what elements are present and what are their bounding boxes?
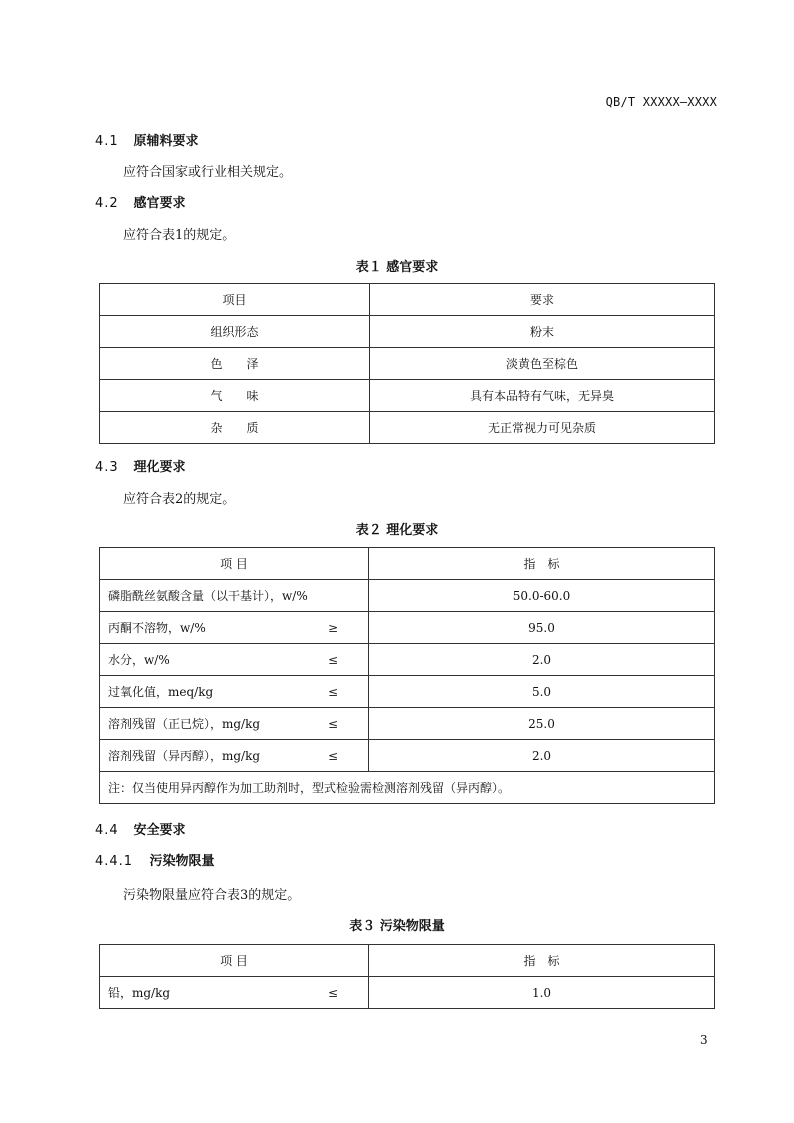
value-cell: 50.0-60.0 xyxy=(369,580,715,612)
page-number: 3 xyxy=(700,1033,708,1047)
item-label: 铅，mg/kg xyxy=(108,986,171,1000)
header-cell: 指 标 xyxy=(369,548,715,580)
section-4-1-heading xyxy=(95,130,199,149)
item-cell: 气 味 xyxy=(100,380,370,412)
section-4-4-heading xyxy=(95,819,186,838)
item-label: 水分，w/% xyxy=(108,653,170,667)
header-cell: 项目 xyxy=(100,284,370,316)
table-header-row xyxy=(100,548,715,580)
table1-sensory xyxy=(99,283,715,444)
value-cell: 具有本品特有气味，无异臭 xyxy=(370,380,715,412)
value-cell: 5.0 xyxy=(369,676,715,708)
item-cell xyxy=(100,580,369,612)
table-row xyxy=(100,380,715,412)
item-cell xyxy=(100,644,369,676)
section-4-3-heading xyxy=(95,456,186,475)
table-row xyxy=(100,612,715,644)
value-cell: 25.0 xyxy=(369,708,715,740)
table-row xyxy=(100,580,715,612)
section-title: 感官要求 xyxy=(133,196,186,211)
item-cell: 杂 质 xyxy=(100,412,370,444)
section-4-2-heading xyxy=(95,192,186,211)
section-number: 4.3 xyxy=(95,460,119,475)
table-note-row xyxy=(100,772,715,804)
table-header-row xyxy=(100,945,715,977)
table-row xyxy=(100,412,715,444)
item-cell: 组织形态 xyxy=(100,316,370,348)
table-row xyxy=(100,644,715,676)
section-4-2-text: 应符合表1的规定。 xyxy=(123,228,236,243)
value-cell: 2.0 xyxy=(369,740,715,772)
item-label: 溶剂残留（异丙醇），mg/kg xyxy=(108,749,261,763)
section-number: 4.1 xyxy=(95,134,119,149)
item-cell xyxy=(100,740,369,772)
table-row xyxy=(100,348,715,380)
header-cell: 项 目 xyxy=(100,548,369,580)
comparison-symbol: ≤ xyxy=(327,716,338,731)
item-label: 溶剂残留（正已烷），mg/kg xyxy=(108,717,261,731)
item-cell xyxy=(100,676,369,708)
table2-caption: 表２ 理化要求 xyxy=(355,523,439,538)
value-cell: 无正常视力可见杂质 xyxy=(370,412,715,444)
table-row xyxy=(100,316,715,348)
section-number: 4.2 xyxy=(95,196,119,211)
value-cell: 淡黄色至棕色 xyxy=(370,348,715,380)
section-number: 4.4 xyxy=(95,823,119,838)
item-cell: 色 泽 xyxy=(100,348,370,380)
table1-caption: 表１ 感官要求 xyxy=(355,260,439,275)
table3-contaminants xyxy=(99,944,715,1009)
comparison-symbol: ≤ xyxy=(327,985,338,1000)
item-cell xyxy=(100,708,369,740)
header-cell: 要求 xyxy=(370,284,715,316)
section-number: 4.4.1 xyxy=(95,854,134,869)
value-cell: 95.0 xyxy=(369,612,715,644)
table-header-row xyxy=(100,284,715,316)
comparison-symbol: ≤ xyxy=(327,652,338,667)
value-cell: 粉末 xyxy=(370,316,715,348)
comparison-symbol: ≥ xyxy=(327,620,338,635)
comparison-symbol: ≤ xyxy=(327,684,338,699)
section-title: 理化要求 xyxy=(133,460,186,475)
item-cell xyxy=(100,612,369,644)
item-label: 磷脂酰丝氨酸含量（以干基计），w/% xyxy=(108,589,308,603)
section-4-4-1-heading xyxy=(95,850,215,869)
standard-code: QB/T XXXXX—XXXX xyxy=(605,95,717,109)
table3-caption: 表３ 污染物限量 xyxy=(349,919,445,934)
table-row xyxy=(100,708,715,740)
value-cell: 1.0 xyxy=(369,977,715,1009)
section-title: 安全要求 xyxy=(133,823,186,838)
section-4-1-text: 应符合国家或行业相关规定。 xyxy=(123,165,293,180)
table-row xyxy=(100,977,715,1009)
item-cell xyxy=(100,977,369,1009)
section-4-3-text: 应符合表2的规定。 xyxy=(123,492,236,507)
header-cell: 指 标 xyxy=(369,945,715,977)
table-note: 注：仅当使用异丙醇作为加工助剂时，型式检验需检测溶剂残留（异丙醇）。 xyxy=(100,772,715,804)
item-label: 过氧化值，meq/kg xyxy=(108,685,214,699)
comparison-symbol: ≤ xyxy=(327,748,338,763)
table2-physicochemical xyxy=(99,547,715,804)
item-label: 丙酮不溶物，w/% xyxy=(108,621,206,635)
table-row xyxy=(100,740,715,772)
section-title: 污染物限量 xyxy=(149,854,215,869)
value-cell: 2.0 xyxy=(369,644,715,676)
header-cell: 项 目 xyxy=(100,945,369,977)
section-title: 原辅料要求 xyxy=(133,134,199,149)
section-4-4-1-text: 污染物限量应符合表3的规定。 xyxy=(123,888,301,903)
table-row xyxy=(100,676,715,708)
